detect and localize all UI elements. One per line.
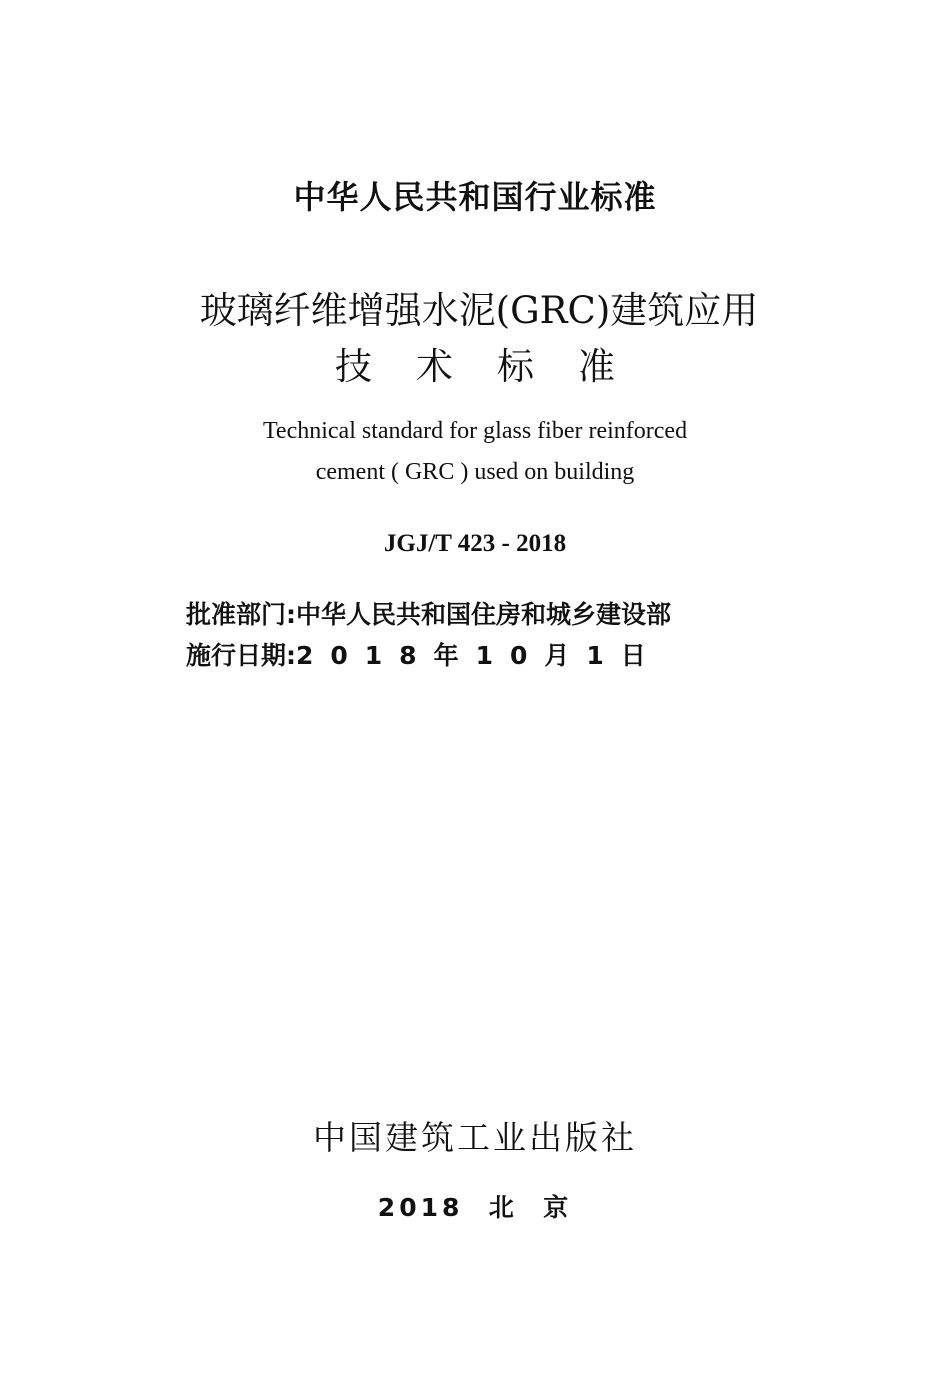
title-chinese-line-1: 玻璃纤维增强水泥(GRC)建筑应用 [199, 289, 759, 332]
effective-date [186, 636, 806, 672]
effective-value: 2018年10月1日 [296, 641, 663, 670]
publisher: 中国建筑工业出版社 [313, 1118, 637, 1157]
approval-value: 中华人民共和国住房和城乡建设部 [296, 600, 672, 629]
effective-label: 施行日期: [186, 641, 296, 670]
title-english-line-2: cement ( GRC ) used on building [315, 459, 635, 485]
title-english-line-1: Technical standard for glass fiber reinforced [262, 418, 688, 444]
approval-label: 批准部门: [186, 600, 296, 629]
standard-category: 中华人民共和国行业标准 [293, 178, 657, 216]
standard-code: JGJ/T 423 - 2018 [383, 530, 567, 557]
publish-year-place: 2018 北 京 [377, 1193, 573, 1222]
approval-department [186, 595, 806, 631]
title-chinese-line-2: 技术标准 [335, 345, 659, 388]
